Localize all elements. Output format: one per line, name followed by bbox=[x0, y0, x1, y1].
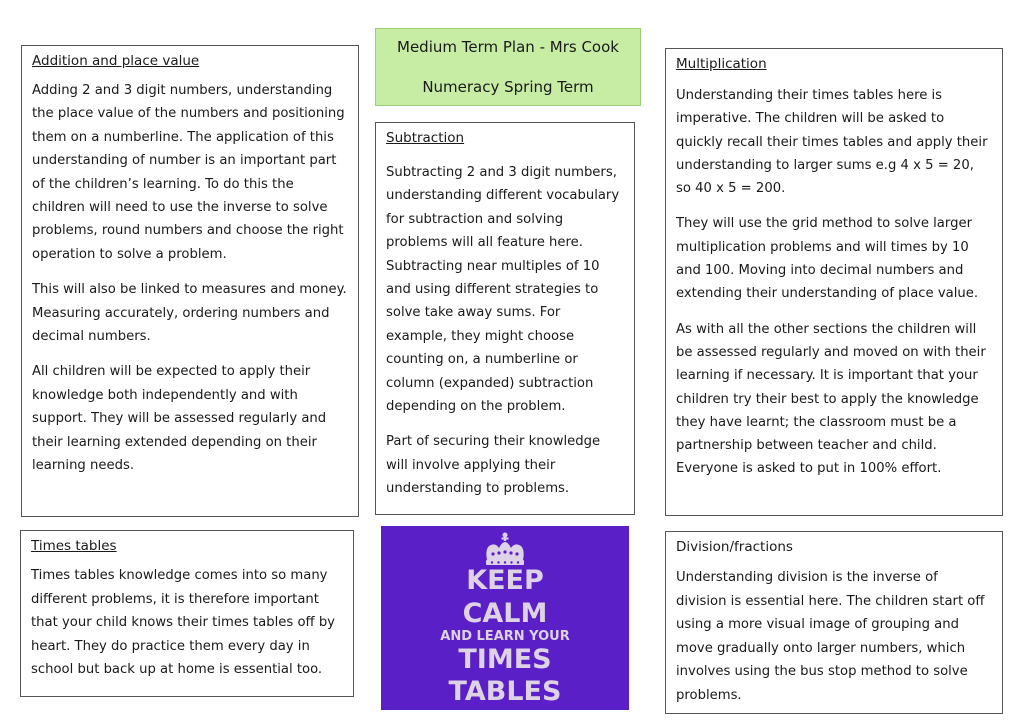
addition-paragraph-2: This will also be linked to measures and money. Measuring accurately, ordering numbers and decimal numbers. bbox=[32, 282, 347, 345]
poster-line-calm: CALM bbox=[462, 598, 548, 629]
times-tables-section bbox=[20, 530, 354, 697]
subtraction-heading: Subtraction bbox=[386, 130, 465, 146]
poster-line-times: TIMES bbox=[458, 644, 552, 675]
page-subtitle: Numeracy Spring Term bbox=[422, 78, 594, 96]
multiplication-heading: Multiplication bbox=[676, 56, 767, 72]
crown-icon bbox=[381, 532, 629, 566]
subtraction-paragraph-1: Subtracting 2 and 3 digit numbers, understanding different vocabulary for subtraction and solving problems will all feature here. Subtracting near multiples of 10 and using different strategies to solve take away sums. For example, they might choose counting on, a numberline or column (expanded) subtraction depending on the problem. bbox=[386, 165, 620, 415]
subtraction-section bbox=[375, 122, 635, 515]
poster-line-and-learn-your: AND LEARN YOUR bbox=[440, 629, 570, 644]
times-tables-paragraph-1: Times tables knowledge comes into so many different problems, it is therefore important that your child knows their times tables off by heart. They do practice them every day in school but back up at home is essential too. bbox=[31, 568, 335, 677]
keep-calm-poster bbox=[381, 526, 629, 710]
multiplication-section bbox=[665, 48, 1003, 516]
division-section bbox=[665, 531, 1003, 714]
multiplication-paragraph-2: They will use the grid method to solve larger multiplication problems and will times by 10 and 100. Moving into decimal numbers and extending their understanding of place value. bbox=[676, 216, 979, 302]
addition-section bbox=[21, 45, 359, 517]
division-heading: Division/fractions bbox=[676, 539, 793, 555]
subtraction-paragraph-2: Part of securing their knowledge will involve applying their understanding to problems. bbox=[386, 434, 601, 497]
addition-paragraph-1: Adding 2 and 3 digit numbers, understanding the place value of the numbers and positioning them on a numberline. The application of this understanding of number is an important part of the children’s learning. To do this the children will need to use the inverse to solve problems, round numbers and choose the right operation to solve a problem. bbox=[32, 83, 345, 262]
page-title-banner bbox=[375, 28, 641, 106]
poster-line-keep: KEEP bbox=[466, 565, 544, 596]
addition-paragraph-3: All children will be expected to apply their knowledge both independently and with support. They will be assessed regularly and their learning extended depending on their learning needs. bbox=[32, 364, 327, 474]
times-tables-heading: Times tables bbox=[31, 538, 117, 554]
multiplication-paragraph-1: Understanding their times tables here is imperative. The children will be asked to quickly recall their times tables and apply their understanding to larger sums e.g 4 x 5 = 20, so 40 x 5 = 200. bbox=[676, 88, 988, 197]
page-title: Medium Term Plan - Mrs Cook bbox=[397, 38, 619, 56]
addition-heading: Addition and place value bbox=[32, 53, 200, 69]
poster-line-tables: TABLES bbox=[448, 676, 562, 707]
division-paragraph-1: Understanding division is the inverse of division is essential here. The children start off using a more visual image of grouping and move gradually onto larger numbers, which involves using the bus stop method to solve problems. bbox=[676, 570, 985, 703]
multiplication-paragraph-3: As with all the other sections the children will be assessed regularly and moved on with their learning if necessary. It is important that your children try their best to apply the knowledge they have learnt; the classroom must be a partnership between teacher and child. Everyone is asked to put in 100% effort. bbox=[676, 321, 986, 477]
